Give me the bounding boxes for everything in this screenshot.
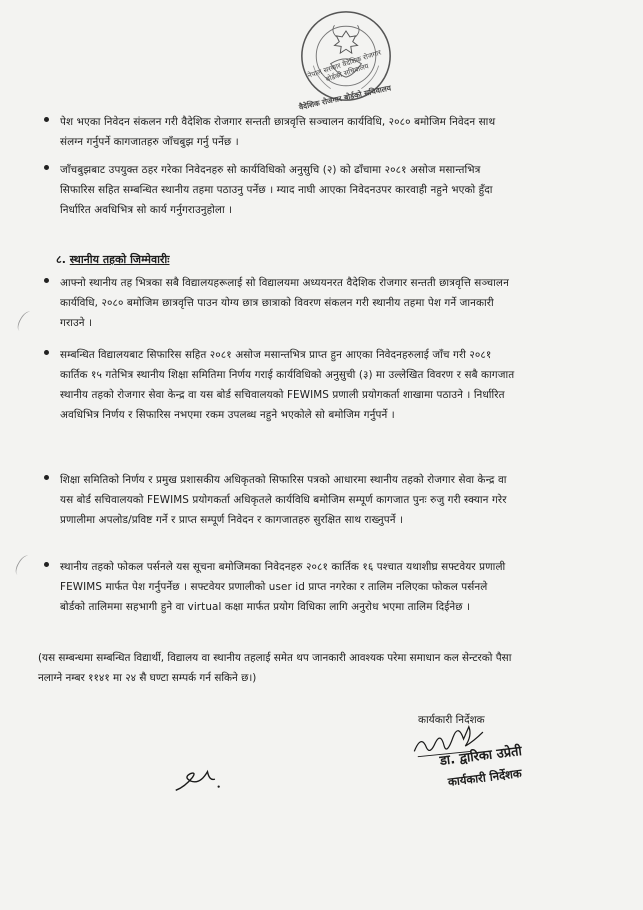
seal-ring-text: नेपाल सरकार वैदेशिक रोजगार बोर्डको सचिवालय <box>306 48 383 84</box>
section-heading <box>56 250 170 270</box>
closing-note: (यस सम्बन्धमा सम्बन्धित विद्यार्थी, विद्यालय वा स्थानीय तहलाई समेत थप जानकारी आवश्यक परेमा समाधान कल सेन्टरको पैसा नलाग्ने नम्बर ११४१ मा २४ सै घण्टा सम्पर्क गर्न सकिने छ।) <box>38 652 512 684</box>
bullet-icon <box>44 165 49 170</box>
section-item-text: सम्बन्धित विद्यालयबाट सिफारिस सहित २०८१ असोज मसान्तभित्र प्राप्त हुन आएका निवेदनहरुलाई जाँच गरी २०८१ कार्तिक १५ गतेभित्र स्थानीय शिक्षा समितिमा निर्णय गराई कार्यविधिको अनुसुची (३) मा उल्लेखित विवरण र सबै कागजात स्थानीय तहको रोजगार सेवा केन्द्र वा यस बोर्ड सचिवालयको FEWIMS प्रणाली प्रयोगकर्ता शाखामा पठाउने । निर्धारित अवधिभित्र निर्णय र सिफारिस नभएमा रकम उपलब्ध नहुने भएकोले सो बमोजिम गर्नुपर्ने । <box>60 349 515 421</box>
intro-item-text: पेश भएका निवेदन संकलन गरी वैदेशिक रोजगार सन्तती छात्रवृत्ति सञ्चालन कार्यविधि, २०८० बमोजिम निवेदन साथ संलग्न गर्नुपर्ने कागजातहरु जाँचबुझ गर्नु पर्नेछ । <box>60 116 496 148</box>
intro-item-2 <box>60 160 515 220</box>
bullet-icon <box>44 562 49 567</box>
section-item-text: स्थानीय तहको फोकल पर्सनले यस सूचना बमोजिमका निवेदनहरु २०८१ कार्तिक १६ पश्चात यथाशीघ्र सफ्टवेयर प्रणाली FEWIMS मार्फत पेश गर्नुपर्नेछ । सफ्टवेयर प्रणालीको user id प्राप्त नगरेका र तालिम नलिएका फोकल पर्सनले बोर्डको तालिममा सहभागी हुने वा virtual कक्षा मार्फत प्रयोग विधिका लागि अनुरोध भएमा तालिम दिईनेछ । <box>60 561 506 613</box>
punch-hole-mark <box>15 309 36 334</box>
section-item-text: शिक्षा समितिको निर्णय र प्रमुख प्रशासकीय अधिकृतको सिफारिस पत्रको आधारमा स्थानीय तहको रोजगार सेवा केन्द्र वा यस बोर्ड सचिवालयको FEWIMS प्रयोगकर्ता अधिकृतले कार्यविधि बमोजिम सम्पूर्ण कागजात पुनः रुजु गरी स्क्यान गरेर प्रणालीमा अपलोड/प्रविष्ट गर्ने र प्राप्त सम्पूर्ण निवेदन र कागजातहरु सुरक्षित साथ राख्नुपर्ने । <box>60 474 507 526</box>
initials-signature <box>172 762 228 800</box>
punch-hole-mark <box>13 553 34 578</box>
intro-item-text: जाँचबुझबाट उपयुक्त ठहर गरेका निवेदनहरु सो कार्यविधिको अनुसुचि (२) को ढाँचामा २०८१ असोज मसान्तभित्र सिफारिस सहित सम्बन्धित स्थानीय तहमा पठाउनु पर्नेछ । म्याद नाघी आएका निवेदनउपर कारवाही नहुने भएको हुँदा निर्धारित अवधिभित्र सो कार्य गर्नुगराउनुहोला । <box>60 164 493 216</box>
section-item-4 <box>60 557 515 617</box>
section-title: स्थानीय तहको जिम्मेवारीः <box>69 253 170 266</box>
stamp-title: कार्यकारी निर्देशक <box>447 766 523 789</box>
bullet-icon <box>44 278 49 283</box>
intro-item-1 <box>60 112 515 152</box>
signatory-header: कार्यकारी निर्देशक <box>418 714 485 726</box>
section-number: ८. <box>56 253 66 266</box>
bullet-icon <box>44 350 49 355</box>
section-item-1 <box>60 273 515 333</box>
bullet-icon <box>44 475 49 480</box>
section-item-3 <box>60 470 515 530</box>
section-item-text: आफ्नो स्थानीय तह भित्रका सबै विद्यालयहरूलाई सो विद्यालयमा अध्ययनरत वैदेशिक रोजगार सन्तती छात्रवृत्ति सञ्चालन कार्यविधि, २०८० बमोजिम छात्रवृत्ति पाउन योग्य छात्र छात्राको विवरण संकलन गरी स्थानीय तहमा पेश गर्ने जानकारी गराउने । <box>60 277 509 329</box>
bullet-icon <box>44 117 49 122</box>
seal-bottom-text: वैदेशिक रोजगार बोर्डको सचिवालय <box>298 83 392 112</box>
stamp-name: डा. द्वारिका उप्रेती <box>439 744 523 769</box>
section-item-2 <box>60 345 515 425</box>
